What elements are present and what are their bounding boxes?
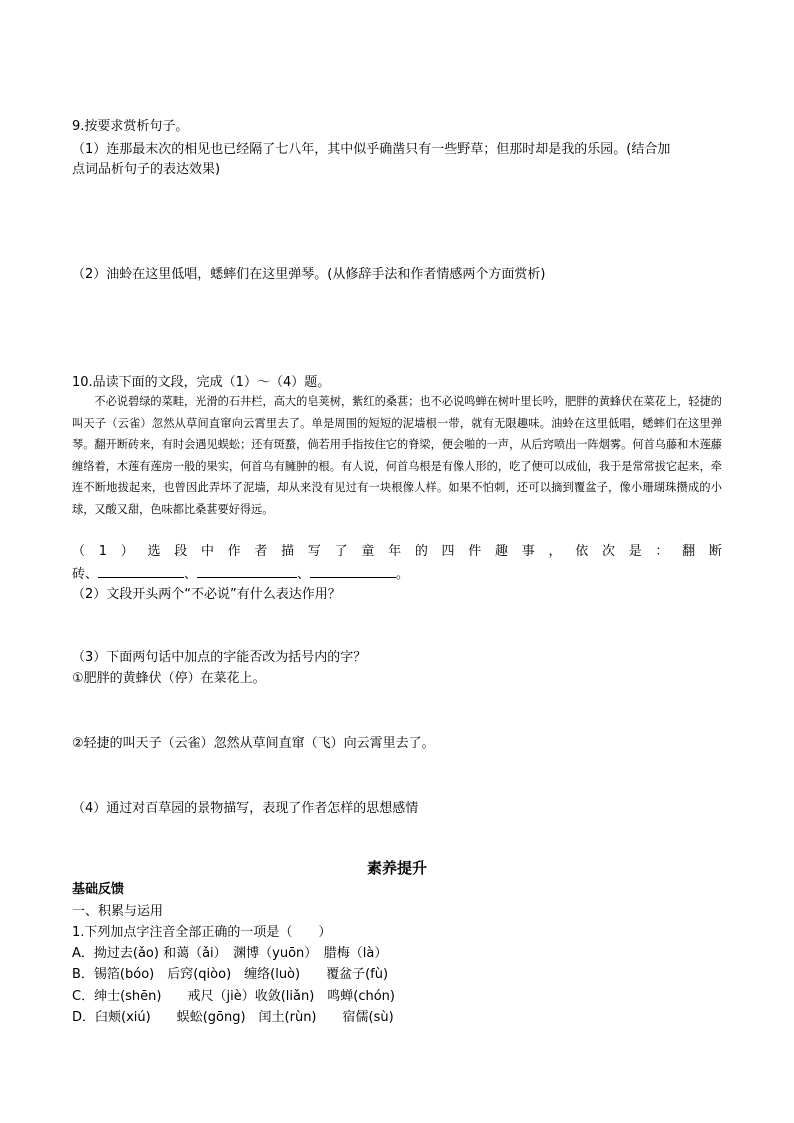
section-subtitle: 基础反馈 [72, 882, 125, 897]
sub1-char: 童 [361, 544, 375, 559]
option-c[interactable]: C．绅士(shēn) 戒尺（jiè）收敛(liǎn) 鸣蝉(chón) [72, 989, 395, 1004]
sub1-char: 1 [98, 544, 108, 559]
answer-blank-3[interactable] [310, 563, 396, 578]
q10-sub3: （3）下面两句话中加点的字能否改为括号内的字？ [72, 650, 367, 665]
sub1-char: 年 [388, 544, 402, 559]
sub1-char: 事 [521, 544, 535, 559]
q10-sub4: （4）通过对百草园的景物描写，表现了作者怎样的思想感情 [72, 801, 419, 816]
sub1-char: 断 [708, 544, 722, 559]
answer-blank-2[interactable] [197, 563, 297, 578]
sub1-char: 四 [441, 544, 455, 559]
passage-text: 不必说碧绿的菜畦，光滑的石井栏，高大的皂荚树，紫红的桑葚；也不必说鸣蝉在树叶里长吟，肥胖的黄蜂伏在菜花上，轻捷的叫天子（云雀）忽然从草间直窜向云霄里去了。单是周围的短短的泥墙根一带，就有无限趣味。油蛉在这里低唱，蟋蟀们在这里弹琴。翻开断砖来，有时会遇见蜈蚣；还有斑蝥，倘若用手指按住它的脊梁，便会啪的一声，从后窍喷出一阵烟雾。何首乌藤和木莲藤缠络着，木莲有莲房一般的果实，何首乌有臃肿的根。有人说，何首乌根是有像人形的，吃了便可以成仙，我于是常常拔它起来，牵连不断地拔起来，也曾因此弄坏了泥墙，却从来没有见过有一块根像人样。如果不怕刺，还可以摘到覆盆子，像小珊瑚珠攒成的小球，又酸又甜，色味都比桑葚要好得远。 [72, 395, 722, 516]
q10-sub1-line2 [72, 563, 409, 584]
option-d[interactable]: D．臼颊(xiú) 蜈蚣(gōng) 闰土(rùn) 宿儒(sù) [72, 1010, 394, 1025]
sub1-char: 选 [147, 544, 161, 559]
q10-sub1-cont: 砖、 [72, 567, 99, 582]
section-part: 一、积累与运用 [72, 904, 164, 919]
q9-item2: （2）油蛉在这里低唱，蟋蟀们在这里弹琴。(从修辞手法和作者情感两个方面赏析) [72, 267, 546, 282]
sub1-char: 依 [575, 544, 589, 559]
sub1-char: 中 [200, 544, 214, 559]
q10-heading: 10.品读下面的文段，完成（1）～（4）题。 [72, 375, 331, 390]
question-1: 1.下列加点字注音全部正确的一项是（ ） [72, 925, 332, 940]
sub1-char: （ [72, 544, 86, 559]
answer-blank-1[interactable] [98, 563, 184, 578]
sub1-char: 是 [628, 544, 642, 559]
reading-passage [72, 391, 722, 521]
q9-heading: 9.按要求赏析句子。 [72, 119, 189, 134]
section-title: 素养提升 [366, 859, 427, 877]
sub1-char: 次 [601, 544, 615, 559]
sub1-char: ， [548, 544, 562, 559]
option-a[interactable]: A．拗过去(ǎo) 和蔼（ǎi） 渊博（yuōn） 腊梅（là） [72, 946, 388, 961]
period: 。 [396, 567, 410, 582]
q9-item1-line2: 点词品析句子的表达效果) [72, 162, 221, 177]
sub1-char: ） [120, 544, 134, 559]
option-b[interactable]: B．锡箔(bóo) 后窍(qiòo) 缠络(luò) 覆盆子(fù) [72, 967, 389, 982]
separator: 、 [184, 567, 198, 582]
sub1-char: 者 [254, 544, 268, 559]
sub1-char: 段 [174, 544, 188, 559]
q10-sub3-b: ②轻捷的叫天子（云雀）忽然从草间直窜（飞）向云霄里去了。 [72, 736, 435, 751]
q10-sub2: （2）文段开头两个“不必说”有什么表达作用？ [72, 587, 341, 602]
q10-sub3-a: ①肥胖的黄蜂伏（停）在菜花上。 [72, 671, 266, 686]
sub1-char: 写 [307, 544, 321, 559]
separator: 、 [297, 567, 311, 582]
sub1-char: 翻 [682, 544, 696, 559]
sub1-char: 趣 [495, 544, 509, 559]
q10-sub1-line1 [72, 542, 722, 561]
sub1-char: ： [655, 544, 669, 559]
sub1-char: 件 [468, 544, 482, 559]
q9-item1-line1: （1）连那最末次的相见也已经隔了七八年，其中似乎确凿只有一些野草；但那时却是我的乐园。(结合加 [72, 142, 671, 157]
sub1-char: 描 [281, 544, 295, 559]
sub1-char: 的 [414, 544, 428, 559]
sub1-char: 了 [334, 544, 348, 559]
sub1-char: 作 [227, 544, 241, 559]
